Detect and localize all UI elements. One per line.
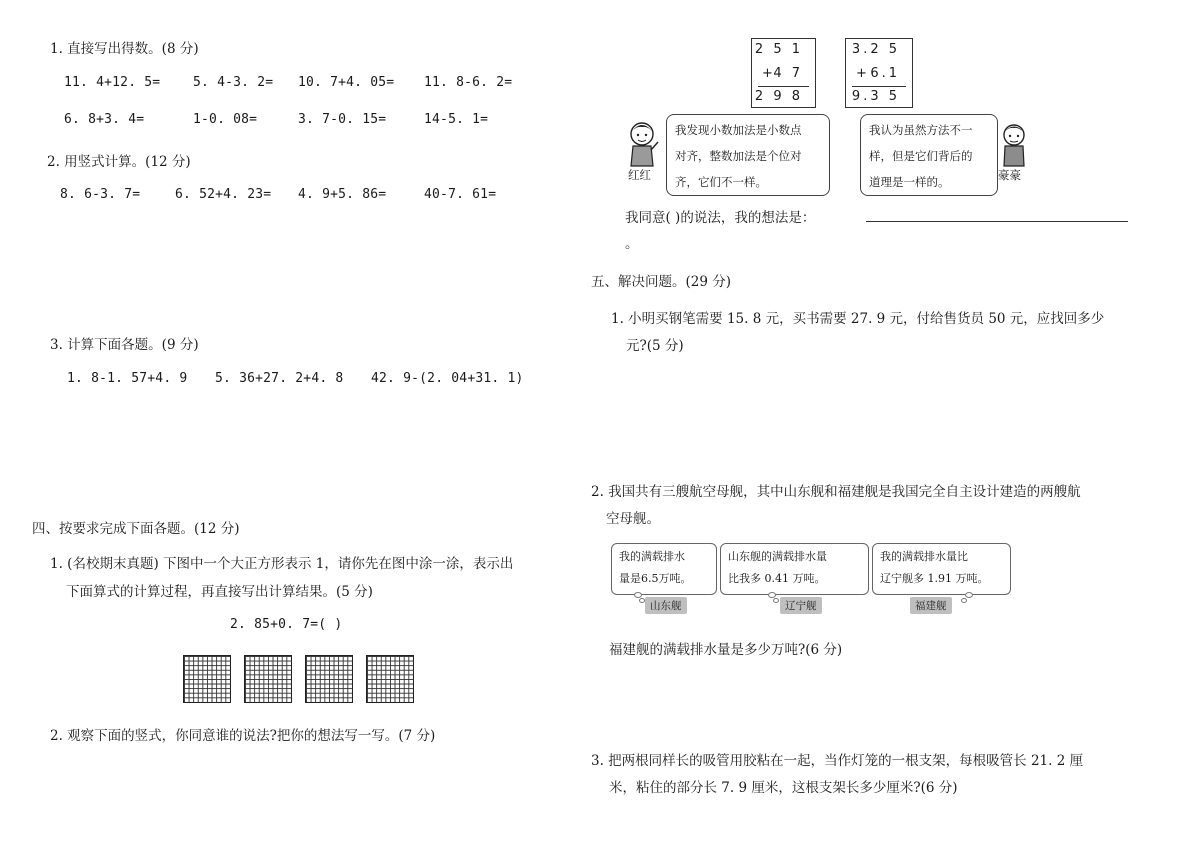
calc1-plus: +: [762, 66, 773, 81]
hao-line-3: 道理是一样的。: [869, 175, 950, 189]
s5-q3-line2: 米，粘住的部分长 7. 9 厘米，这根支架长多少厘米?(6 分): [609, 780, 958, 796]
q2-expr-3: 4. 9+5. 86=: [298, 187, 387, 202]
calc2-line: [852, 86, 906, 87]
hundred-grid-1[interactable]: [183, 655, 231, 703]
calc2-result: 9.3 5: [851, 89, 900, 104]
answer-line[interactable]: [866, 221, 1128, 222]
s5-q1-line2: 元?(5 分): [626, 338, 684, 354]
q1-expr-4: 11. 8-6. 2=: [424, 75, 513, 90]
q2-title: 2. 用竖式计算。(12 分): [47, 154, 191, 170]
q3-expr-3: 42. 9-(2. 04+31. 1): [371, 371, 524, 386]
calc2-top: 3.2 5: [851, 42, 900, 57]
liaoning-tag: 辽宁舰: [780, 597, 822, 614]
haohao-name: 豪豪: [998, 168, 1021, 182]
s4-q2: 2. 观察下面的竖式，你同意谁的说法?把你的想法写一写。(7 分): [50, 728, 436, 744]
calc2-plus: +: [856, 66, 867, 81]
s5-q2-line2: 空母舰。: [606, 511, 660, 527]
q1-expr-7: 3. 7-0. 15=: [298, 112, 387, 127]
haohao-figure: [994, 122, 1034, 172]
q3-expr-2: 5. 36+27. 2+4. 8: [215, 371, 344, 386]
vertical-calc-integer: [751, 38, 816, 108]
q2-expr-4: 40-7. 61=: [424, 187, 497, 202]
ship1-line-2: 量是6.5万吨。: [619, 572, 692, 585]
honghong-name: 红红: [628, 168, 651, 182]
ship1-line-1: 我的满载排水: [619, 550, 685, 563]
s4-q1-expr: 2. 85+0. 7=( ): [230, 617, 343, 632]
honghong-speech-bubble: [666, 114, 830, 196]
hundred-grid-4[interactable]: [366, 655, 414, 703]
agree-end: 。: [625, 236, 639, 252]
s5-q3-line1: 3. 把两根同样长的吸管用胶粘在一起，当作灯笼的一根支架，每根吸管长 21. 2 厘: [591, 753, 1084, 769]
section4-title: 四、按要求完成下面各题。(12 分): [32, 521, 240, 537]
s5-q2-question: 福建舰的满载排水量是多少万吨?(6 分): [609, 642, 843, 658]
s5-q1-line1: 1. 小明买钢笔需要 15. 8 元，买书需要 27. 9 元，付给售货员 50 元，应找回多少: [611, 311, 1105, 327]
agree-text: 我同意( )的说法，我的想法是：: [625, 210, 816, 226]
shandong-bubble: [611, 543, 717, 595]
hundred-grid-3[interactable]: [305, 655, 353, 703]
shandong-tag: 山东舰: [645, 597, 687, 614]
q1-expr-3: 10. 7+4. 05=: [298, 75, 395, 90]
honghong-figure: [622, 120, 662, 170]
q1-title: 1. 直接写出得数。(8 分): [50, 41, 199, 57]
q1-expr-5: 6. 8+3. 4=: [64, 112, 145, 127]
vertical-calc-decimal: [845, 38, 913, 108]
thought-dot: [773, 598, 779, 603]
section5-title: 五、解决问题。(29 分): [591, 274, 732, 290]
q3-title: 3. 计算下面各题。(9 分): [50, 337, 199, 353]
q2-expr-1: 8. 6-3. 7=: [60, 187, 141, 202]
calc1-second: 4 7: [773, 66, 803, 81]
calc1-result: 2 9 8: [754, 89, 803, 104]
ship3-line-1: 我的满载排水量比: [880, 550, 968, 563]
thought-dot: [961, 598, 967, 603]
hao-line-2: 样，但是它们背后的: [869, 149, 973, 163]
ship2-line-2: 比我多 0.41 万吨。: [728, 572, 826, 585]
calc1-top: 2 5 1: [754, 42, 803, 57]
ship3-line-2: 辽宁舰多 1.91 万吨。: [880, 572, 989, 585]
q1-expr-2: 5. 4-3. 2=: [193, 75, 274, 90]
s4-q1-line1: 1. (名校期末真题) 下图中一个大正方形表示 1，请你先在图中涂一涂，表示出: [50, 556, 514, 572]
q3-expr-1: 1. 8-1. 57+4. 9: [67, 371, 188, 386]
liaoning-bubble: [720, 543, 869, 595]
q1-expr-6: 1-0. 08=: [193, 112, 258, 127]
fujian-bubble: [872, 543, 1011, 595]
hundred-grid-2[interactable]: [244, 655, 292, 703]
hao-line-1: 我认为虽然方法不一: [869, 123, 973, 137]
q1-expr-1: 11. 4+12. 5=: [64, 75, 161, 90]
hong-line-2: 对齐，整数加法是个位对: [675, 149, 802, 163]
hong-line-3: 齐，它们不一样。: [675, 175, 767, 189]
ship2-line-1: 山东舰的满载排水量: [728, 550, 827, 563]
calc1-line: [758, 86, 809, 87]
s4-q1-line2: 下面算式的计算过程，再直接写出计算结果。(5 分): [66, 584, 373, 600]
thought-dot: [965, 592, 973, 598]
s5-q2-line1: 2. 我国共有三艘航空母舰，其中山东舰和福建舰是我国完全自主设计建造的两艘航: [591, 484, 1081, 500]
fujian-tag: 福建舰: [910, 597, 952, 614]
hong-line-1: 我发现小数加法是小数点: [675, 123, 802, 137]
haohao-speech-bubble: [860, 114, 998, 196]
calc2-second: 6.1: [870, 66, 900, 81]
q2-expr-2: 6. 52+4. 23=: [175, 187, 272, 202]
q1-expr-8: 14-5. 1=: [424, 112, 489, 127]
